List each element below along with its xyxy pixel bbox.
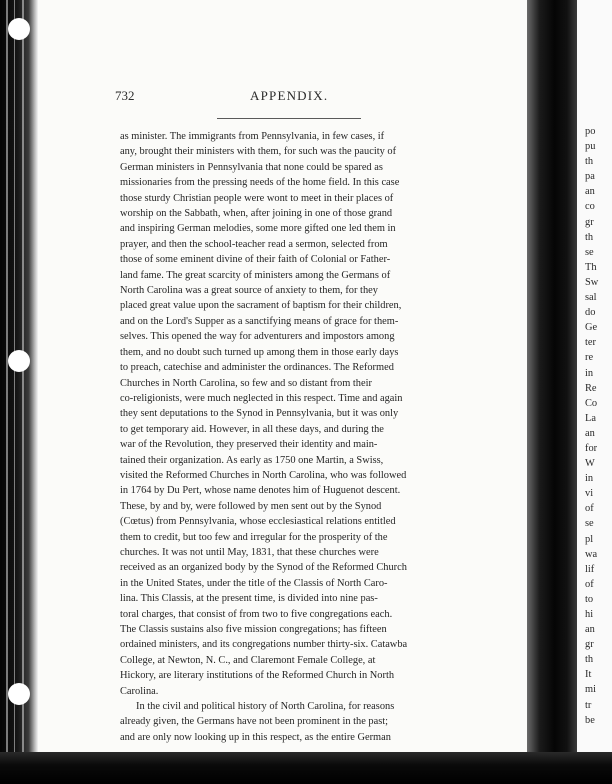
- fragment: gr: [585, 216, 594, 228]
- fragment: be: [585, 714, 595, 726]
- fragment: po: [585, 126, 596, 137]
- text-line: toral charges, that consist of from two to five congregations each.: [120, 608, 393, 620]
- text-line: they sent deputations to the Synod in Pennsylvania, but it was only: [120, 408, 399, 420]
- binder-hole-bottom: [8, 683, 30, 705]
- fragment: Th: [585, 261, 597, 273]
- fragment: for: [585, 442, 598, 454]
- fragment: th: [585, 231, 594, 243]
- fragment: vi: [585, 488, 594, 500]
- book-page: [38, 0, 527, 752]
- fragment: pu: [585, 141, 596, 153]
- page-gutter-shadow: [527, 0, 577, 784]
- running-head: APPENDIX.: [250, 88, 329, 103]
- adjacent-page-text: [585, 124, 598, 728]
- fragment: do: [585, 307, 596, 319]
- text-line: These, by and by, were followed by men sent out by the Synod: [120, 500, 382, 512]
- text-line: in 1764 by Du Pert, whose name denotes him of Huguenot descent.: [120, 485, 401, 497]
- binder-hole-middle: [8, 350, 30, 372]
- text-line: as minister. The immigrants from Pennsylvania, in few cases, if: [120, 131, 385, 142]
- text-line: In the civil and political history of North Carolina, for reasons: [136, 701, 395, 713]
- fragment: W: [585, 458, 595, 470]
- text-line: and inspiring German melodies, some more gifted one led them in: [120, 223, 396, 235]
- text-line: lina. This Classis, at the present time, is divided into nine pas-: [120, 593, 378, 605]
- fragment: re: [585, 352, 594, 364]
- text-line: ordained ministers, and its congregations number thirty-six. Catawba: [120, 639, 408, 651]
- fragment: of: [585, 503, 594, 515]
- fragment: ter: [585, 337, 596, 349]
- fragment: sal: [585, 292, 597, 304]
- text-line: them to credit, but too few and irregular for the prosperity of the: [120, 531, 388, 543]
- body-text: [120, 129, 490, 745]
- fragment: It: [585, 669, 592, 681]
- fragment: Re: [585, 382, 597, 394]
- text-line: Hickory, are literary institutions of the Reformed Church in North: [120, 670, 395, 682]
- fragment: gr: [585, 639, 594, 651]
- adjacent-page-edge: [577, 0, 612, 752]
- text-line: (Cœtus) from Pennsylvania, whose ecclesiastical relations entitled: [120, 516, 396, 528]
- text-line: prayer, and then the school-teacher read a sermon, selected from: [120, 238, 388, 250]
- text-line: selves. This opened the way for adventurers and impostors among: [120, 331, 395, 343]
- text-line: to preach, catechise and administer the ordinances. The Reformed: [120, 362, 394, 374]
- text-line: received as an organized body by the Synod of the Reformed Church: [120, 562, 407, 574]
- text-line: Carolina.: [120, 685, 159, 697]
- text-line: land fame. The great scarcity of ministers among the Germans of: [120, 269, 391, 281]
- fragment: Sw: [585, 276, 599, 288]
- fragment: of: [585, 578, 594, 590]
- scanner-left-edge: [0, 0, 38, 784]
- text-line: to get temporary aid. However, in all these days, and during the: [120, 423, 384, 435]
- fragment: an: [585, 186, 595, 198]
- text-line: tained their organization. As early as 1750 one Martin, a Swiss,: [120, 454, 384, 466]
- text-line: any, brought their ministers with them, for such was the paucity of: [120, 146, 397, 158]
- fragment: se: [585, 518, 594, 530]
- fragment: lif: [585, 563, 595, 575]
- text-line: placed great value upon the sacrament of baptism for their children,: [120, 300, 402, 312]
- fragment: La: [585, 412, 596, 424]
- fragment: th: [585, 156, 594, 168]
- text-line: missionaries from the pressing needs of the home field. In this case: [120, 177, 400, 189]
- fragment: mi: [585, 684, 596, 696]
- text-line: worship on the Sabbath, when, after joining in one of those grand: [120, 208, 393, 220]
- text-line: those of some eminent divine of their faith of Colonial or Father-: [120, 254, 391, 266]
- page-header: [38, 88, 527, 108]
- text-line: already given, the Germans have not been prominent in the past;: [120, 716, 389, 728]
- text-line: North Carolina was a great source of anxiety to them, for they: [120, 285, 378, 297]
- text-line: and are only now looking up in this respect, as the entire German: [120, 731, 391, 743]
- fragment: se: [585, 246, 594, 258]
- fragment: in: [585, 367, 594, 379]
- fragment: pl: [585, 533, 594, 545]
- fragment: Co: [585, 397, 598, 409]
- fragment: Ge: [585, 322, 598, 334]
- fragment: wa: [585, 548, 598, 560]
- text-line: those sturdy Christian people were wont to meet in their places of: [120, 192, 394, 204]
- fragment: pa: [585, 171, 595, 183]
- text-line: and on the Lord's Supper as a sanctifying means of grace for them-: [120, 315, 399, 327]
- header-rule: [217, 118, 361, 119]
- fragment: co: [585, 201, 595, 213]
- fragment: th: [585, 654, 594, 666]
- fragment: an: [585, 624, 595, 636]
- text-line: in the United States, under the title of the Classis of North Caro-: [120, 577, 388, 589]
- text-line: Churches in North Carolina, so few and so distant from their: [120, 377, 372, 389]
- page-number: 732: [115, 88, 135, 103]
- text-line: The Classis sustains also five mission congregations; has fifteen: [120, 624, 387, 635]
- text-line: co-religionists, were much neglected in this respect. Time and again: [120, 392, 403, 404]
- fragment: in: [585, 473, 594, 485]
- text-line: war of the Revolution, they preserved their identity and main-: [120, 439, 378, 451]
- fragment: tr: [585, 699, 592, 711]
- fragment: an: [585, 427, 595, 439]
- binder-hole-top: [8, 18, 30, 40]
- text-line: German ministers in Pennsylvania that none could be spared as: [120, 161, 383, 173]
- text-line: them, and no doubt such turned up among them in those early days: [120, 346, 399, 358]
- scanner-bottom-edge: [0, 752, 612, 784]
- text-line: churches. It was not until May, 1831, that these churches were: [120, 546, 379, 558]
- fragment: to: [585, 593, 594, 605]
- fragment: hi: [585, 609, 594, 620]
- text-line: visited the Reformed Churches in North Carolina, who was followed: [120, 469, 407, 481]
- text-line: College, at Newton, N. C., and Claremont Female College, at: [120, 654, 376, 666]
